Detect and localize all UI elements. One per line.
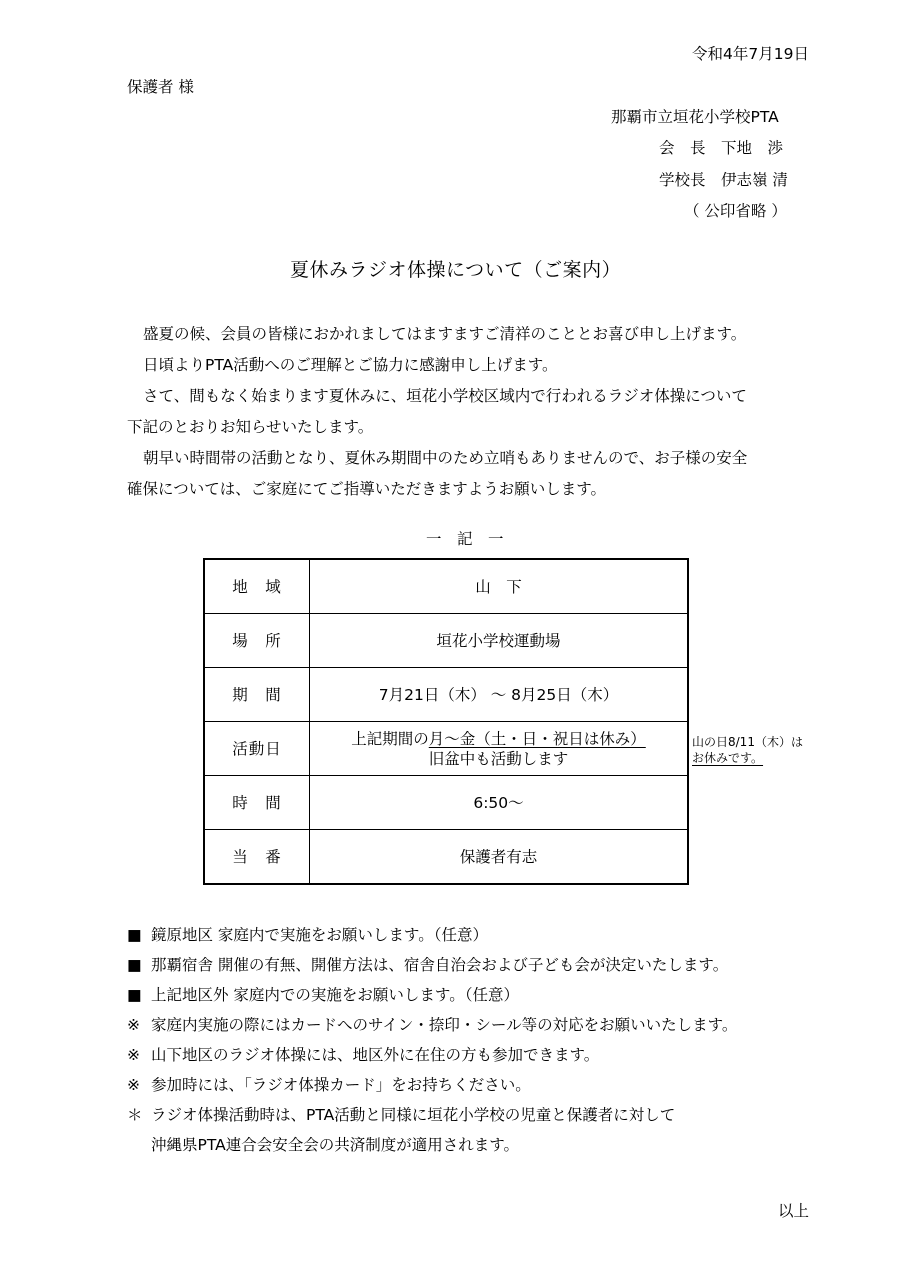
- sender-president: 会 長 下地 渉: [659, 139, 784, 157]
- table-row: [204, 722, 688, 776]
- list-item: [127, 950, 737, 980]
- table-row: [204, 559, 688, 614]
- reference-mark-icon: ※: [127, 1046, 140, 1064]
- paragraph-announcement: さて、間もなく始まります夏休みに、垣花小学校区域内で行われるラジオ体操について: [143, 387, 747, 405]
- paragraph-safety-cont: 確保については、ご家庭にてご指導いただきますようお願いします。: [127, 480, 606, 498]
- note-text: 家庭内実施の際にはカードへのサイン・捺印・シール等の対応をお願いいたします。: [151, 1016, 738, 1034]
- note-text: 上記地区外 家庭内での実施をお願いします。（任意）: [151, 986, 519, 1004]
- row-label-period: 期 間: [204, 668, 310, 722]
- row-value-activity-days: [310, 722, 689, 776]
- side-note-holiday: [692, 734, 822, 766]
- activity-days-line1: [310, 729, 687, 749]
- document-title: 夏休みラジオ体操について（ご案内）: [290, 259, 622, 281]
- paragraph-announcement-cont: 下記のとおりお知らせいたします。: [127, 418, 374, 436]
- row-label-time: 時 間: [204, 776, 310, 830]
- list-item: [127, 1070, 737, 1100]
- document-date: 令和4年7月19日: [692, 45, 809, 63]
- activity-days-prefix: 上記期間の: [351, 729, 429, 748]
- paragraph-safety: 朝早い時間帯の活動となり、夏休み期間中のため立哨もありませんので、お子様の安全: [143, 449, 748, 467]
- note-text: 山下地区のラジオ体操には、地区外に在住の方も参加できます。: [151, 1046, 600, 1064]
- list-item: [127, 1010, 737, 1040]
- row-value-duty: 保護者有志: [310, 830, 689, 885]
- list-item: [127, 980, 737, 1010]
- notes-list: [127, 920, 737, 1160]
- note-continuation: 沖縄県PTA連合会安全会の共済制度が適用されます。: [151, 1136, 519, 1154]
- closing-mark: 以上: [777, 1202, 809, 1220]
- paragraph-thanks: 日頃よりPTA活動へのご理解とご協力に感謝申し上げます。: [143, 356, 558, 374]
- side-note-line2: お休みです。: [692, 751, 764, 765]
- row-label-place: 場 所: [204, 614, 310, 668]
- sender-organization: 那覇市立垣花小学校PTA: [611, 108, 779, 126]
- reference-mark-icon: ※: [127, 1076, 140, 1094]
- recipient: 保護者 様: [127, 78, 194, 96]
- note-text: 参加時には、「ラジオ体操カード」をお持ちください。: [151, 1076, 531, 1094]
- table-row: [204, 830, 688, 885]
- table-row: [204, 776, 688, 830]
- side-note-line1: 山の日8/11（木）は: [692, 735, 803, 749]
- row-label-activity-days: 活動日: [204, 722, 310, 776]
- row-value-period: 7月21日（木） ～ 8月25日（木）: [310, 668, 689, 722]
- list-item: [127, 920, 737, 950]
- square-bullet-icon: ■: [127, 956, 142, 974]
- ki-heading: 一 記 一: [426, 530, 504, 548]
- row-label-duty: 当 番: [204, 830, 310, 885]
- body-text: [127, 319, 817, 505]
- seal-omitted-note: （ 公印省略 ）: [684, 202, 787, 220]
- reference-mark-icon: ※: [127, 1016, 140, 1034]
- row-value-area: 山 下: [310, 559, 689, 614]
- activity-days-weekdays: 月～金（土・日・祝日は休み）: [428, 729, 646, 748]
- sender-principal: 学校長 伊志嶺 清: [659, 171, 788, 189]
- note-text: 鏡原地区 家庭内で実施をお願いします。（任意）: [151, 926, 488, 944]
- activity-days-line2: 旧盆中も活動します: [428, 749, 569, 768]
- paragraph-greeting: 盛夏の候、会員の皆様におかれましてはますますご清祥のこととお喜び申し上げます。: [143, 325, 747, 343]
- asterisk-icon: ＊: [127, 1106, 143, 1124]
- details-table: [203, 558, 689, 885]
- row-label-area: 地 域: [204, 559, 310, 614]
- list-item: [127, 1100, 737, 1130]
- row-value-place: 垣花小学校運動場: [310, 614, 689, 668]
- table-row: [204, 668, 688, 722]
- row-value-time: 6:50～: [310, 776, 689, 830]
- list-item: [127, 1040, 737, 1070]
- note-text: 那覇宿舎 開催の有無、開催方法は、宿舎自治会および子ども会が決定いたします。: [151, 956, 729, 974]
- table-row: [204, 614, 688, 668]
- square-bullet-icon: ■: [127, 926, 142, 944]
- square-bullet-icon: ■: [127, 986, 142, 1004]
- note-text: ラジオ体操活動時は、PTA活動と同様に垣花小学校の児童と保護者に対して: [151, 1106, 676, 1124]
